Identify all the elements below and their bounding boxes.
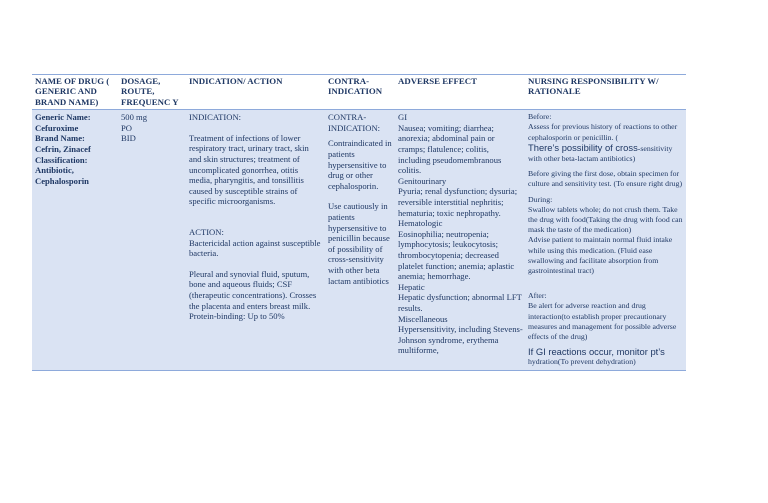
generic-name: Cefuroxime bbox=[35, 122, 79, 133]
gi-text: Nausea; vomiting; diarrhea; anorexia; abdominal pain or cramps; flatulence; colitis, including pseudomembranous colitis. bbox=[398, 122, 502, 176]
dosage-route: PO bbox=[121, 122, 132, 133]
cell-contraindication bbox=[325, 110, 395, 370]
after-label: After: bbox=[528, 291, 547, 301]
classification-label: Classification: bbox=[35, 154, 88, 165]
during-label: During: bbox=[528, 194, 553, 204]
cell-nursing-responsibility bbox=[525, 110, 686, 370]
contraindication-text: Contraindicated in patients hypersensitive to drug or other cephalosporin. bbox=[328, 138, 392, 191]
before-item-1-rest: -sensitivity with other beta-lactam antibiotics) bbox=[528, 143, 673, 164]
misc-text: Hypersensitivity, including Stevens-Johnson syndrome, erythema multiforme, bbox=[398, 324, 523, 356]
header-indication: INDICATION/ ACTION bbox=[186, 75, 325, 110]
header-row bbox=[32, 75, 686, 110]
header-dosage: DOSAGE, ROUTE, FREQUENC Y bbox=[118, 75, 186, 110]
during-item-1: Swallow tablets whole; do not crush them. Take the drug with food(Taking the drug with food can mask the taste of the medication) bbox=[528, 204, 683, 235]
hematologic-label: Hematologic bbox=[398, 218, 443, 229]
after-item-2: If GI reactions occur, monitor pt’s bbox=[528, 346, 665, 358]
cell-indication bbox=[186, 110, 325, 370]
distribution-text: Pleural and synovial fluid, sputum, bone and aqueous fluids; CSF (therapeutic concentrations). Crosses the placenta and enters breast milk. Protein-binding: Up to 50% bbox=[189, 268, 317, 322]
drug-study-table bbox=[32, 74, 686, 371]
misc-label: Miscellaneous bbox=[398, 313, 448, 324]
contraindication-label: CONTRA-INDICATION: bbox=[328, 112, 381, 133]
hepatic-label: Hepatic bbox=[398, 281, 425, 292]
hepatic-text: Hepatic dysfunction; abnormal LFT results. bbox=[398, 292, 522, 313]
brand-name: Cefrin, Zinacef bbox=[35, 144, 91, 154]
cell-dosage bbox=[118, 110, 186, 370]
header-name: NAME OF DRUG ( GENERIC AND BRAND NAME) bbox=[32, 75, 118, 110]
header-nursing-responsibility: NURSING RESPONSIBILITY W/ RATIONALE bbox=[525, 75, 686, 110]
gi-label: GI bbox=[398, 112, 408, 123]
action-text: Bactericidal action against susceptible bacteria. bbox=[189, 237, 321, 259]
before-item-2: Before giving the first dose, obtain specimen for culture and sensitivity test. (To ensure right drug) bbox=[528, 169, 683, 189]
after-item-2-rest: hydration(To prevent dehydration) bbox=[528, 357, 636, 367]
during-item-2: Advise patient to maintain normal fluid intake while using this medication. (Fluid ease swallowing and facilitate absorption from gastrointestinal tract) bbox=[528, 235, 673, 276]
generic-name-label: Generic Name: bbox=[35, 112, 91, 123]
cell-adverse-effect bbox=[395, 110, 525, 370]
header-adverse-effect: ADVERSE EFFECT bbox=[395, 75, 525, 110]
table-row bbox=[32, 110, 686, 370]
gu-text: Pyuria; renal dysfunction; dysuria; reversible interstitial nephritis; hematuria; toxic nephropathy. bbox=[398, 186, 518, 218]
hematologic-text: Eosinophilia; neutropenia; lymphocytosis; leukocytosis; thrombocytopenia; decreased platelet function; anemia; aplastic anemia; hemorrhage. bbox=[398, 228, 515, 282]
header-contraindication: CONTRA-INDICATION bbox=[325, 75, 395, 110]
dosage-frequency: BID bbox=[121, 133, 136, 144]
before-item-1-text: Assess for previous history of reactions to other cephalosporin or penicillin. ( bbox=[528, 122, 678, 142]
action-label: ACTION: bbox=[189, 226, 224, 237]
before-item-1-emphasis: There’s possibility of cross bbox=[528, 141, 638, 153]
caution-text: Use cautiously in patients hypersensitive to penicillin because of possibility of cross-sensitivity with other beta lactam antibiotics bbox=[328, 201, 390, 286]
classification: Antibiotic, Cephalosporin bbox=[35, 165, 89, 186]
before-label: Before: bbox=[528, 112, 552, 122]
cell-drug-name bbox=[32, 110, 118, 370]
indication-label: INDICATION: bbox=[189, 112, 242, 123]
after-item-1: Be alert for adverse reaction and drug interaction(to establish proper precautionary measures and management for possible adverse effects of the drug) bbox=[528, 301, 677, 342]
gu-label: Genitourinary bbox=[398, 175, 447, 186]
indication-text: Treatment of infections of lower respiratory tract, urinary tract, skin and skin structures; treatment of uncomplicated gonorrhea, otitis media, pharyngitis, and tonsillitis caused by susceptible strains of specific microorganisms. bbox=[189, 132, 309, 207]
before-item-1 bbox=[528, 122, 684, 164]
brand-name-label: Brand Name: bbox=[35, 133, 85, 144]
dosage-amount: 500 mg bbox=[121, 112, 148, 123]
